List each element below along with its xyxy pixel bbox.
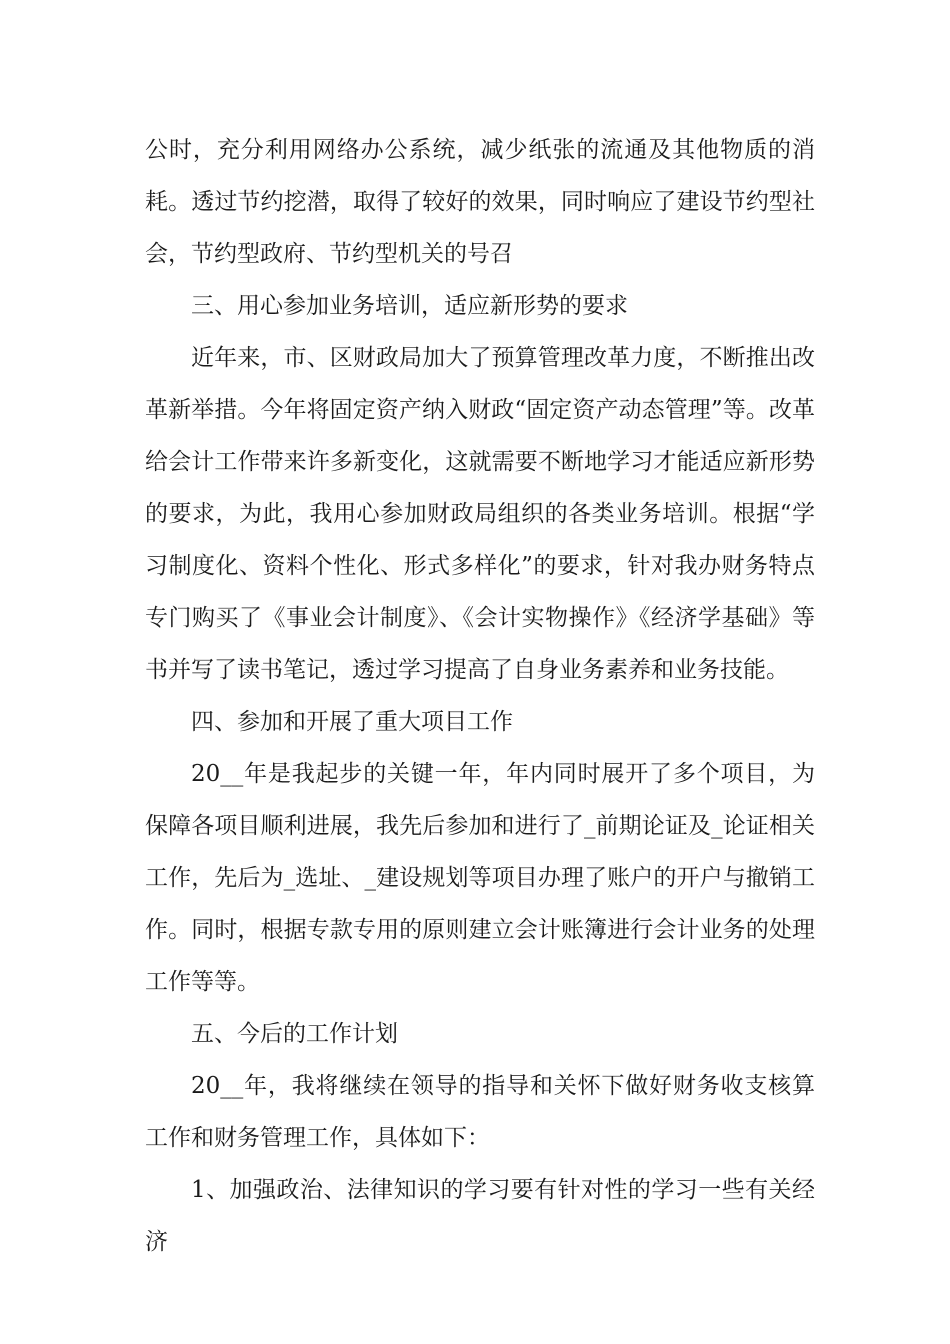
paragraph-plan-item-1: 1、加强政治、法律知识的学习要有针对性的学习一些有关经济 (145, 1177, 815, 1255)
paragraph-plan-intro: 20__年，我将继续在领导的指导和关怀下做好财务收支核算工作和财务管理工作，具体如下： (145, 1073, 815, 1151)
document-body (145, 124, 815, 1268)
paragraph-continuation: 公时，充分利用网络办公系统，减少纸张的流通及其他物质的消耗。透过节约挖潜，取得了较好的效果，同时响应了建设节约型社会，节约型政府、节约型机关的号召 (145, 137, 815, 267)
section-heading-5: 五、今后的工作计划 (191, 1021, 398, 1047)
paragraph-projects: 20__年是我起步的关键一年，年内同时展开了多个项目，为保障各项目顺利进展，我先后参加和进行了_前期论证及_论证相关工作，先后为_选址、_建设规划等项目办理了账户的开户与撤销工作。同时，根据专款专用的原则建立会计账簿进行会计业务的处理工作等等。 (145, 761, 815, 995)
paragraph-training: 近年来，市、区财政局加大了预算管理改革力度，不断推出改革新举措。今年将固定资产纳入财政“固定资产动态管理”等。改革给会计工作带来许多新变化，这就需要不断地学习才能适应新形势的要求，为此，我用心参加财政局组织的各类业务培训。根据“学习制度化、资料个性化、形式多样化”的要求，针对我办财务特点专门购买了《事业会计制度》、《会计实物操作》《经济学基础》等书并写了读书笔记，透过学习提高了自身业务素养和业务技能。 (145, 345, 815, 683)
section-heading-3: 三、用心参加业务培训，适应新形势的要求 (191, 293, 628, 319)
section-heading-4: 四、参加和开展了重大项目工作 (191, 709, 513, 735)
